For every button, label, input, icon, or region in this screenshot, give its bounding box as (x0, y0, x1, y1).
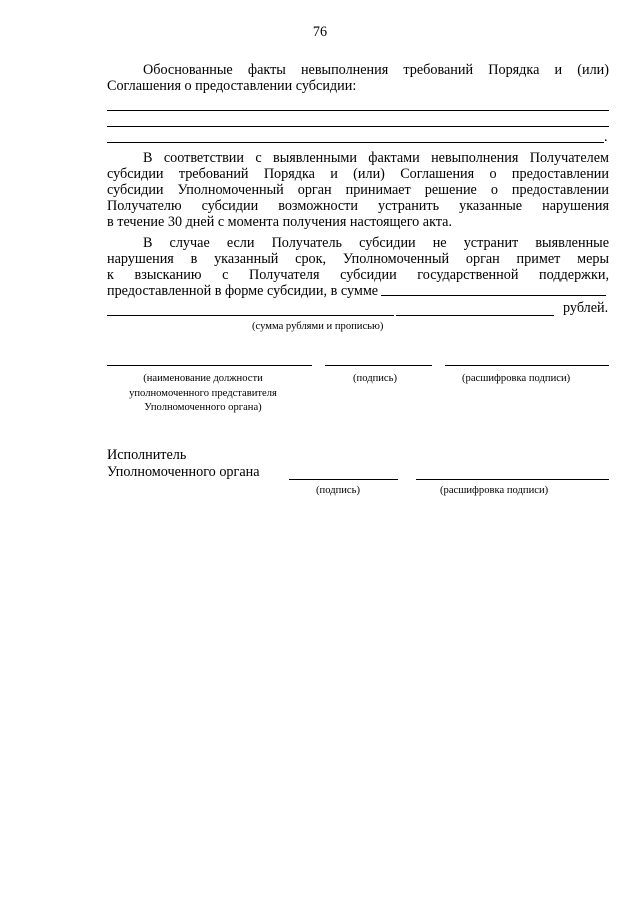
signature-caption: (подпись) (353, 373, 397, 384)
executor-signature-caption: (подпись) (316, 485, 360, 496)
executor-decoding-line (416, 479, 609, 480)
para2-line-4: предоставленной в форме субсидии, в сумме (107, 283, 379, 299)
sum-caption: (сумма рублями и прописью) (252, 321, 384, 332)
sum-words-line-2 (396, 315, 554, 316)
facts-line-2: Соглашения о предоставлении субсидии: (107, 78, 357, 94)
executor-signature-line (289, 479, 398, 480)
executor-line-1: Исполнитель (107, 447, 187, 463)
facts-line-1: Обоснованные факты невыполнения требований Порядка и (или) (143, 62, 609, 78)
para2-line-2: нарушения в указанный срок, Уполномоченный орган примет меры (107, 251, 609, 267)
position-line (107, 365, 312, 366)
executor-line-2: Уполномоченного органа (107, 464, 260, 480)
decoding-caption: (расшифровка подписи) (462, 373, 571, 384)
para1-line-3: субсидии Уполномоченный орган принимает решение о предоставлении (107, 182, 609, 198)
facts-blank-line-1 (107, 110, 609, 111)
sum-words-line-1 (107, 315, 394, 316)
para2-line-1: В случае если Получатель субсидии не устранит выявленные (143, 235, 609, 251)
para1-line-1: В соответствии с выявленными фактами невыполнения Получателем (143, 150, 609, 166)
decoding-line (445, 365, 609, 366)
para1-line-2: субсидии требований Порядка и (или) Соглашения о предоставлении (107, 166, 609, 182)
para2-line-3: к взысканию с Получателя субсидии государственной поддержки, (107, 267, 609, 283)
facts-blank-line-3 (107, 142, 604, 143)
sum-blank-line (381, 295, 606, 296)
sum-row (107, 283, 609, 299)
para1-line-4: Получателю субсидии возможности устранить указанные нарушения (107, 198, 609, 214)
position-caption: (наименование должности уполномоченного представителя Уполномоченного органа) (129, 373, 277, 413)
facts-blank-end: . (604, 129, 608, 145)
executor-decoding-caption: (расшифровка подписи) (440, 485, 549, 496)
para1-line-5: в течение 30 дней с момента получения настоящего акта. (107, 214, 453, 230)
page-number: 76 (312, 24, 328, 40)
currency-label: рублей. (563, 300, 609, 316)
signature-line (325, 365, 432, 366)
facts-blank-line-2 (107, 126, 609, 127)
